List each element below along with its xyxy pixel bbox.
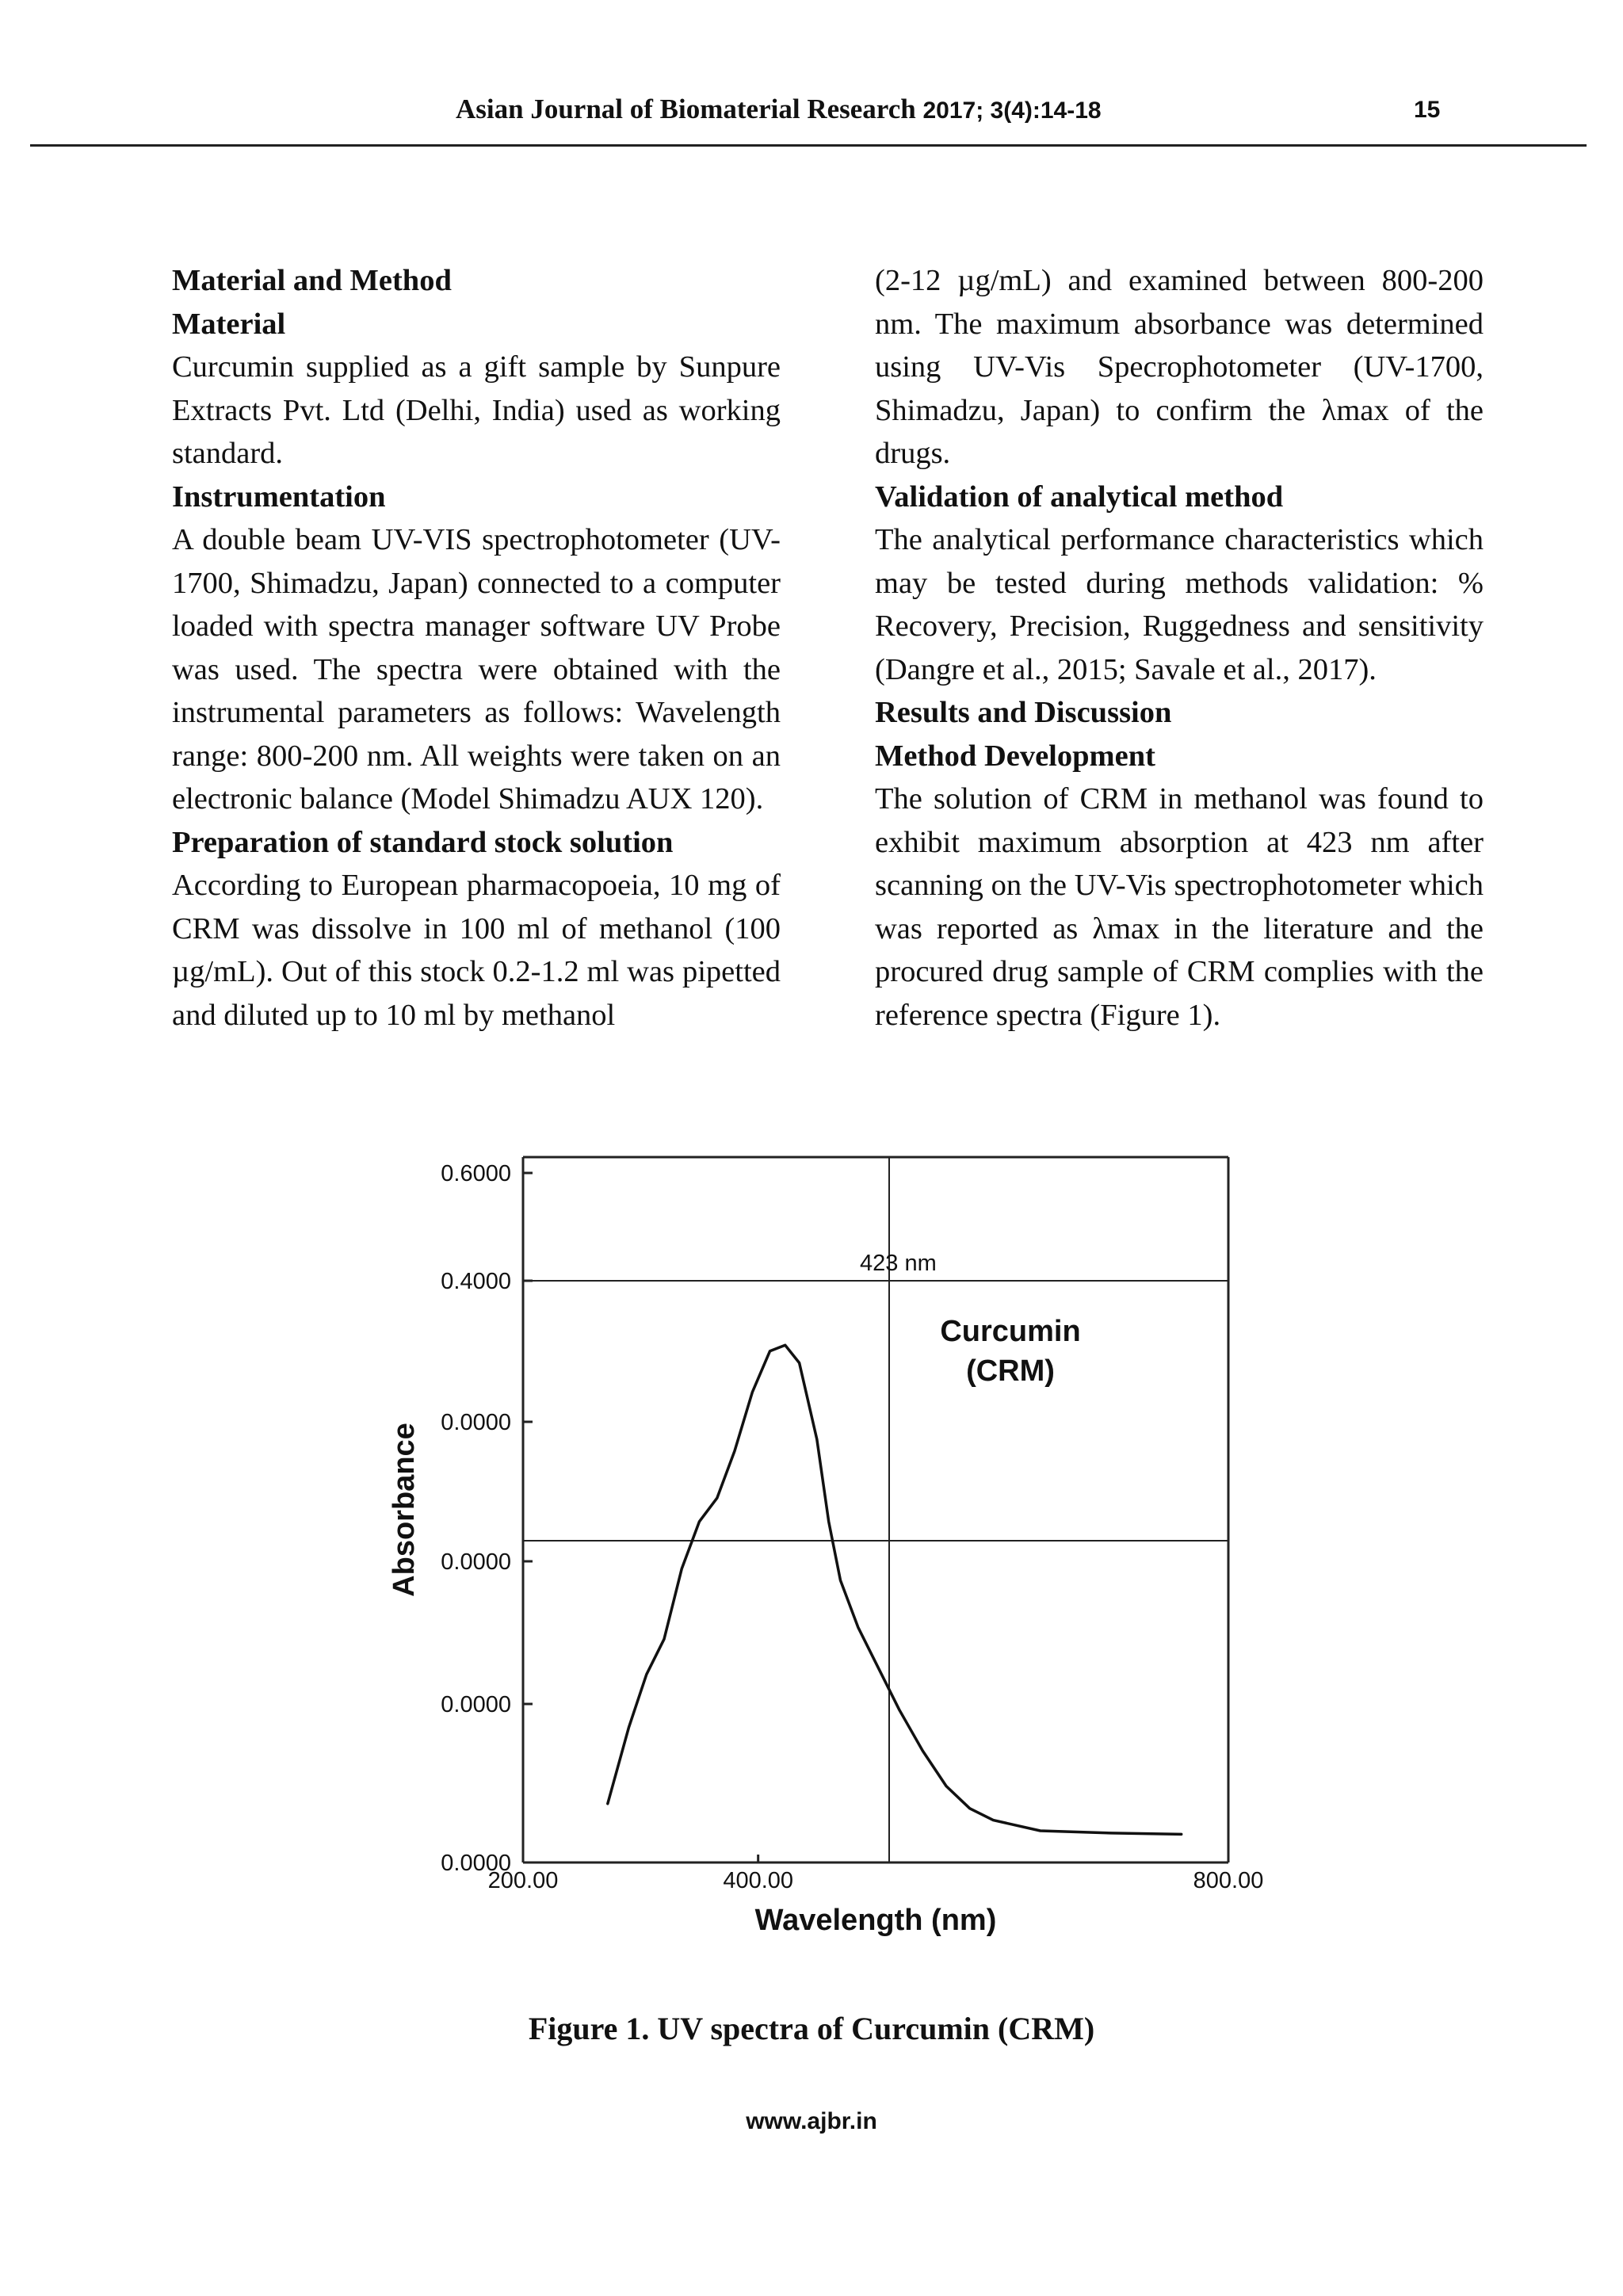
y-tick-label: 0.4000 [441,1269,511,1294]
section-heading: Material and Method [172,264,452,297]
section-heading: Validation of analytical method [875,479,1284,514]
left-column [172,259,781,1037]
header-divider [30,144,1587,147]
uv-spectrum-chart [357,1141,1268,1966]
x-tick-label: 200.00 [487,1868,559,1893]
series-label-line2: (CRM) [966,1354,1055,1388]
y-tick-label: 0.0000 [441,1851,511,1876]
figure-caption: Figure 1. UV spectra of Curcumin (CRM) [528,2011,1095,2046]
y-tick-label: 0.6000 [441,1161,511,1186]
page-number: 15 [1414,97,1441,123]
y-axis-label: Absorbance [388,1423,421,1597]
journal-issue: 2017; 3(4):14-18 [922,97,1102,124]
y-axis-ticks [441,1161,533,1876]
section-heading: Method Development [875,739,1155,773]
x-tick-label: 800.00 [1193,1868,1264,1893]
paragraph: The analytical performance characteristics which may be tested during methods validation: % Recovery, Precision, Ruggedness and sensitivity (Dangre et al., 2015; Savale et al., 2017). [875,523,1484,686]
right-column [875,259,1484,1037]
paragraph: Curcumin supplied as a gift sample by Sunpure Extracts Pvt. Ltd (Delhi, India) used as working standard. [172,350,781,470]
paragraph: (2-12 µg/mL) and examined between 800-200 nm. The maximum absorbance was determined using UV-Vis Specrophotometer (UV-1700, Shimadzu, Japan) to confirm the λmax of the drugs. [875,264,1484,470]
paragraph: A double beam UV-VIS spectrophotometer (UV-1700, Shimadzu, Japan) connected to a computer loaded with spectra manager software UV Probe was used. The spectra were obtained with the instrumental parameters as follows: Wavelength range: 800-200 nm. All weights were taken on an electronic balance (Model Shimadzu AUX 120). [172,523,781,816]
section-heading: Instrumentation [172,479,386,514]
section-heading: Material [172,307,286,341]
footer-url: www.ajbr.in [746,2108,877,2134]
peak-label: 423 nm [860,1251,937,1276]
journal-header [456,94,1102,125]
paragraph: According to European pharmacopoeia, 10 mg of CRM was dissolve in 100 ml of methanol (100 µg/mL). Out of this stock 0.2-1.2 ml was pipetted and diluted up to 10 ml by methanol [172,869,781,1032]
y-tick-label: 0.0000 [441,1410,511,1435]
y-tick-label: 0.0000 [441,1692,511,1717]
section-heading: Results and Discussion [875,696,1172,729]
journal-title: Asian Journal of Biomaterial Research [456,94,916,124]
paragraph: The solution of CRM in methanol was found to exhibit maximum absorption at 423 nm after scanning on the UV-Vis spectrophotometer which was reported as λmax in the literature and the procured drug sample of CRM complies with the reference spectra (Figure 1). [875,782,1484,1032]
x-axis-label: Wavelength (nm) [754,1904,997,1937]
y-tick-label: 0.0000 [441,1549,511,1575]
series-label-line1: Curcumin [940,1315,1081,1348]
section-heading: Preparation of standard stock solution [172,825,674,859]
x-tick-label: 400.00 [723,1868,794,1893]
